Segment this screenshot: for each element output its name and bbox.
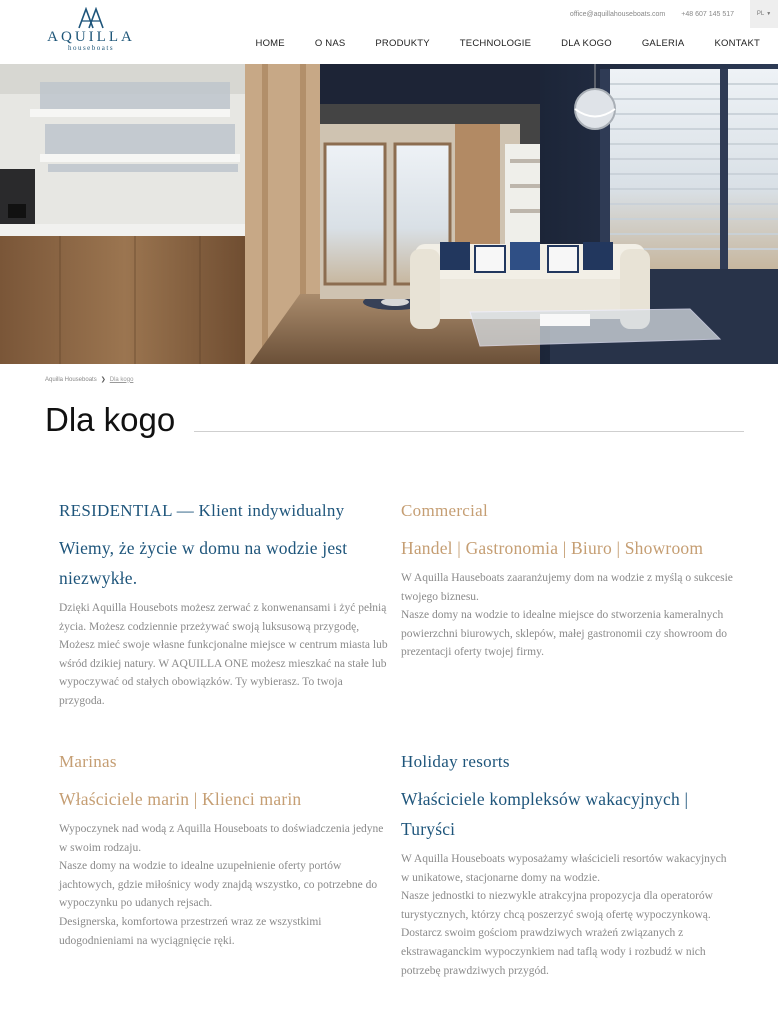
section-body: Wypoczynek nad wodą z Aquilla Houseboats to doświadczenia jedyne w swoim rodzaju. Nasze domy na wodzie to idealne uzupełnienie oferty portów jachtowych, gdzie miłośnicy wody znajdą wszystko, co potrzebne do wypoczynku po udanych rejsach. Designerska, komfortowa przestrzeń wraz ze wszystkimi udogodnieniami na wyciągnięcie ręki. bbox=[59, 823, 384, 947]
language-label: PL bbox=[756, 11, 765, 17]
section-holiday-resorts bbox=[401, 750, 736, 980]
section-category: Marinas bbox=[59, 752, 117, 771]
section-heading: Wiemy, że życie w domu na wodzie jest niezwykłe. bbox=[59, 538, 348, 588]
nav-item-technologie[interactable]: TECHNOLOGIE bbox=[459, 38, 532, 49]
main-nav bbox=[226, 38, 760, 49]
section-category: Commercial bbox=[401, 501, 489, 520]
breadcrumb-current[interactable]: Dla kogo bbox=[109, 376, 134, 383]
contact-phone-link[interactable]: +48 607 145 517 bbox=[681, 10, 734, 18]
section-heading: Właściciele kompleksów wakacyjnych | Turyści bbox=[401, 789, 689, 839]
logo[interactable] bbox=[46, 7, 136, 57]
section-residential bbox=[59, 499, 389, 711]
title-divider bbox=[194, 431, 744, 432]
section-body: W Aquilla Hauseboats zaaranżujemy dom na wodzie z myślą o sukcesie twojego biznesu. Nasze domy na wodzie to idealne miejsce do stworzenia kameralnych powierzchni biurowych, sklepów, małej gastronomii czy showroom do prezentacji oferty twojej firmy. bbox=[401, 572, 733, 659]
logo-name: AQUILLA bbox=[47, 29, 135, 45]
language-selector[interactable] bbox=[750, 0, 778, 28]
section-category: Holiday resorts bbox=[401, 752, 510, 771]
houseboat-interior-illustration bbox=[0, 64, 778, 364]
nav-item-o-nas[interactable]: O NAS bbox=[314, 38, 346, 49]
hero-image bbox=[0, 64, 778, 364]
breadcrumb-home-link[interactable]: Aquilla Houseboats bbox=[45, 376, 97, 383]
section-heading: Handel | Gastronomia | Biuro | Showroom bbox=[401, 538, 704, 558]
nav-item-dla-kogo[interactable]: DLA KOGO bbox=[561, 38, 612, 49]
contact-bar bbox=[570, 0, 778, 28]
nav-item-galeria[interactable]: GALERIA bbox=[641, 38, 685, 49]
nav-item-kontakt[interactable]: KONTAKT bbox=[714, 38, 760, 49]
logo-subtitle: houseboats bbox=[67, 44, 115, 52]
section-marinas bbox=[59, 750, 389, 950]
section-heading: Właściciele marin | Klienci marin bbox=[59, 789, 302, 809]
page-title: Dla kogo bbox=[45, 401, 176, 438]
site-header bbox=[0, 0, 778, 64]
section-body: Dzięki Aquilla Housebots możesz zerwać z konwenansami i żyć pełnią życia. Możesz codziennie przeżywać swoją luksusową przygodę, Możesz mieć swoje własne funkcjonalne miejsce w centrum miasta lub wśród dzikiej natury. W AQUILLA ONE możesz mieszkać na stałe lub wypoczywać od stałych obowiązków. Ty wybierasz. To twoja przygoda. bbox=[59, 602, 388, 707]
chevron-right-icon: ❯ bbox=[100, 377, 106, 383]
nav-item-produkty[interactable]: PRODUKTY bbox=[375, 38, 430, 49]
section-body: W Aquilla Houseboats wyposażamy właścicieli resortów wakacyjnych w unikatowe, stacjonarne domy na wodzie. Nasze jednostki to niezwykle atrakcyjna propozycja dla operatorów turystycznych, którzy chcą poszerzyć swoją ofertę wypoczynkową. Dostarcz swoim gościom prawdziwych wrażeń związanych z ekstrawaganckim wypoczynkiem nad taflą wody i rozbudź w nich potrzebę prawdziwych przygód. bbox=[401, 853, 727, 977]
breadcrumb bbox=[45, 376, 133, 383]
chevron-down-icon: ▼ bbox=[766, 11, 772, 17]
aquilla-logo-icon bbox=[77, 7, 105, 29]
nav-item-home[interactable]: HOME bbox=[255, 38, 285, 49]
section-category: RESIDENTIAL — Klient indywidualny bbox=[59, 501, 345, 520]
contact-email-link[interactable]: office@aquillahouseboats.com bbox=[569, 10, 666, 18]
section-commercial bbox=[401, 499, 736, 662]
